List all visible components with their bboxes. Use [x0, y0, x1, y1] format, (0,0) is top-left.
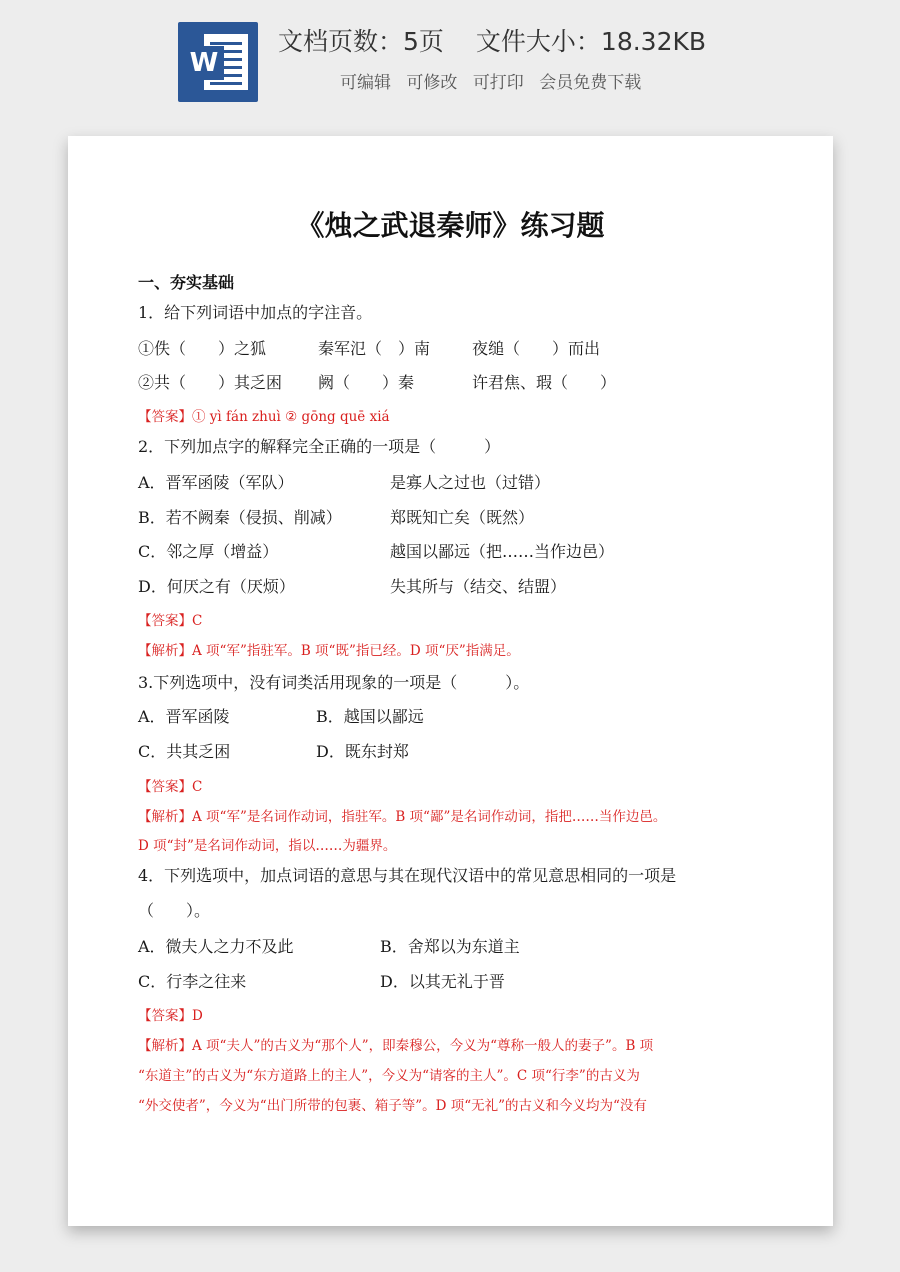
question-4-analysis-2: “东道主”的古义为“东方道路上的主人”，今义为“请客的主人”。C 项“行李”的古义为 [138, 1068, 640, 1084]
question-2-analysis: 【解析】A 项“军”指驻军。B 项“既”指已经。D 项“厌”指满足。 [138, 643, 520, 659]
q1-item-3: 夜缒（ ）而出 [472, 339, 601, 358]
q3-option-c: C．共其乏困 [138, 742, 231, 761]
q1-item-2: 秦军氾（ ）南 [318, 339, 431, 358]
question-3-analysis-1: 【解析】A 项“军”是名词作动词，指驻军。B 项“鄙”是名词作动词，指把……当作边邑。 [138, 809, 667, 825]
q4-option-c: C．行李之往来 [138, 972, 247, 991]
question-1-stem: 1．给下列词语中加点的字注音。 [138, 303, 373, 322]
question-2-option-row [138, 472, 551, 494]
file-size: 文件大小：18.32KB [475, 27, 707, 56]
q2-option-d: D．何厌之有（厌烦） [138, 577, 295, 596]
q2-option-b-2: 郑既知亡矣（既然） [390, 508, 535, 527]
question-3-answer: 【答案】C [138, 779, 203, 795]
q2-option-a: A．晋军函陵（军队） [138, 473, 294, 492]
q2-option-a-2: 是寡人之过也（过错） [390, 473, 551, 492]
question-1-row-2 [138, 372, 617, 394]
question-4-stem-1: 4．下列选项中，加点词语的意思与其在现代汉语中的常见意思相同的一项是 [138, 866, 677, 885]
download-info-header [0, 0, 900, 120]
q2-option-d-2: 失其所与（结交、结盟） [390, 577, 567, 596]
feature-printable: 可打印 [472, 73, 524, 93]
question-1-row-1 [138, 338, 601, 360]
file-stats [278, 22, 878, 60]
question-1-answer: 【答案】① yì fán zhuì ② gōng quē xiá [138, 409, 390, 425]
q3-option-a: A．晋军函陵 [138, 707, 230, 726]
question-3-analysis-2: D 项“封”是名词作动词，指以……为疆界。 [138, 838, 397, 854]
word-logo-letter: W [184, 46, 224, 80]
q2-option-c-2: 越国以鄙远（把……当作边邑） [390, 542, 615, 561]
document-title: 《烛之武退秦师》练习题 [296, 209, 605, 242]
section-heading: 一、夯实基础 [138, 273, 235, 292]
question-4-option-row [138, 971, 505, 993]
feature-list [340, 68, 860, 92]
document-page [68, 136, 833, 1226]
question-4-answer: 【答案】D [138, 1008, 203, 1024]
q4-option-a: A．微夫人之力不及此 [138, 937, 294, 956]
question-2-answer: 【答案】C [138, 613, 203, 629]
q1-item-1: ①佚（ ）之狐 [138, 339, 267, 358]
question-4-analysis-3: “外交使者”，今义为“出门所带的包裹、箱子等”。D 项“无礼”的古义和今义均为“没有 [138, 1098, 647, 1114]
question-4-analysis-1: 【解析】A 项“夫人”的古义为“那个人”，即秦穆公，今义为“尊称一般人的妻子”。B 项 [138, 1038, 654, 1054]
q4-option-b: B．舍郑以为东道主 [380, 937, 520, 956]
question-2-option-row [138, 576, 567, 598]
q4-option-d: D．以其无礼于晋 [380, 972, 505, 991]
q1-item-4: ②共（ ）其乏困 [138, 373, 283, 392]
feature-member-download: 会员免费下载 [539, 73, 642, 93]
question-2-stem: 2．下列加点字的解释完全正确的一项是（ ） [138, 437, 501, 456]
q1-item-6: 许君焦、瑕（ ） [472, 373, 617, 392]
question-2-option-row [138, 541, 615, 563]
feature-modifiable: 可修改 [406, 73, 458, 93]
question-2-option-row [138, 507, 535, 529]
question-3-option-row [138, 741, 409, 763]
q1-item-5: 阙（ ）秦 [318, 373, 415, 392]
feature-editable: 可编辑 [340, 73, 391, 93]
q2-option-c: C．邻之厚（增益） [138, 542, 279, 561]
word-document-icon [178, 22, 258, 102]
page-count: 文档页数：5页 [278, 27, 444, 56]
question-3-option-row [138, 706, 424, 728]
question-4-option-row [138, 936, 520, 958]
q2-option-b: B．若不阙秦（侵损、削减） [138, 508, 342, 527]
question-4-stem-2: （ ）。 [138, 901, 211, 920]
q3-option-b: B．越国以鄙远 [316, 707, 424, 726]
question-3-stem: 3.下列选项中，没有词类活用现象的一项是（ ）。 [138, 673, 530, 692]
q3-option-d: D．既东封郑 [316, 742, 409, 761]
